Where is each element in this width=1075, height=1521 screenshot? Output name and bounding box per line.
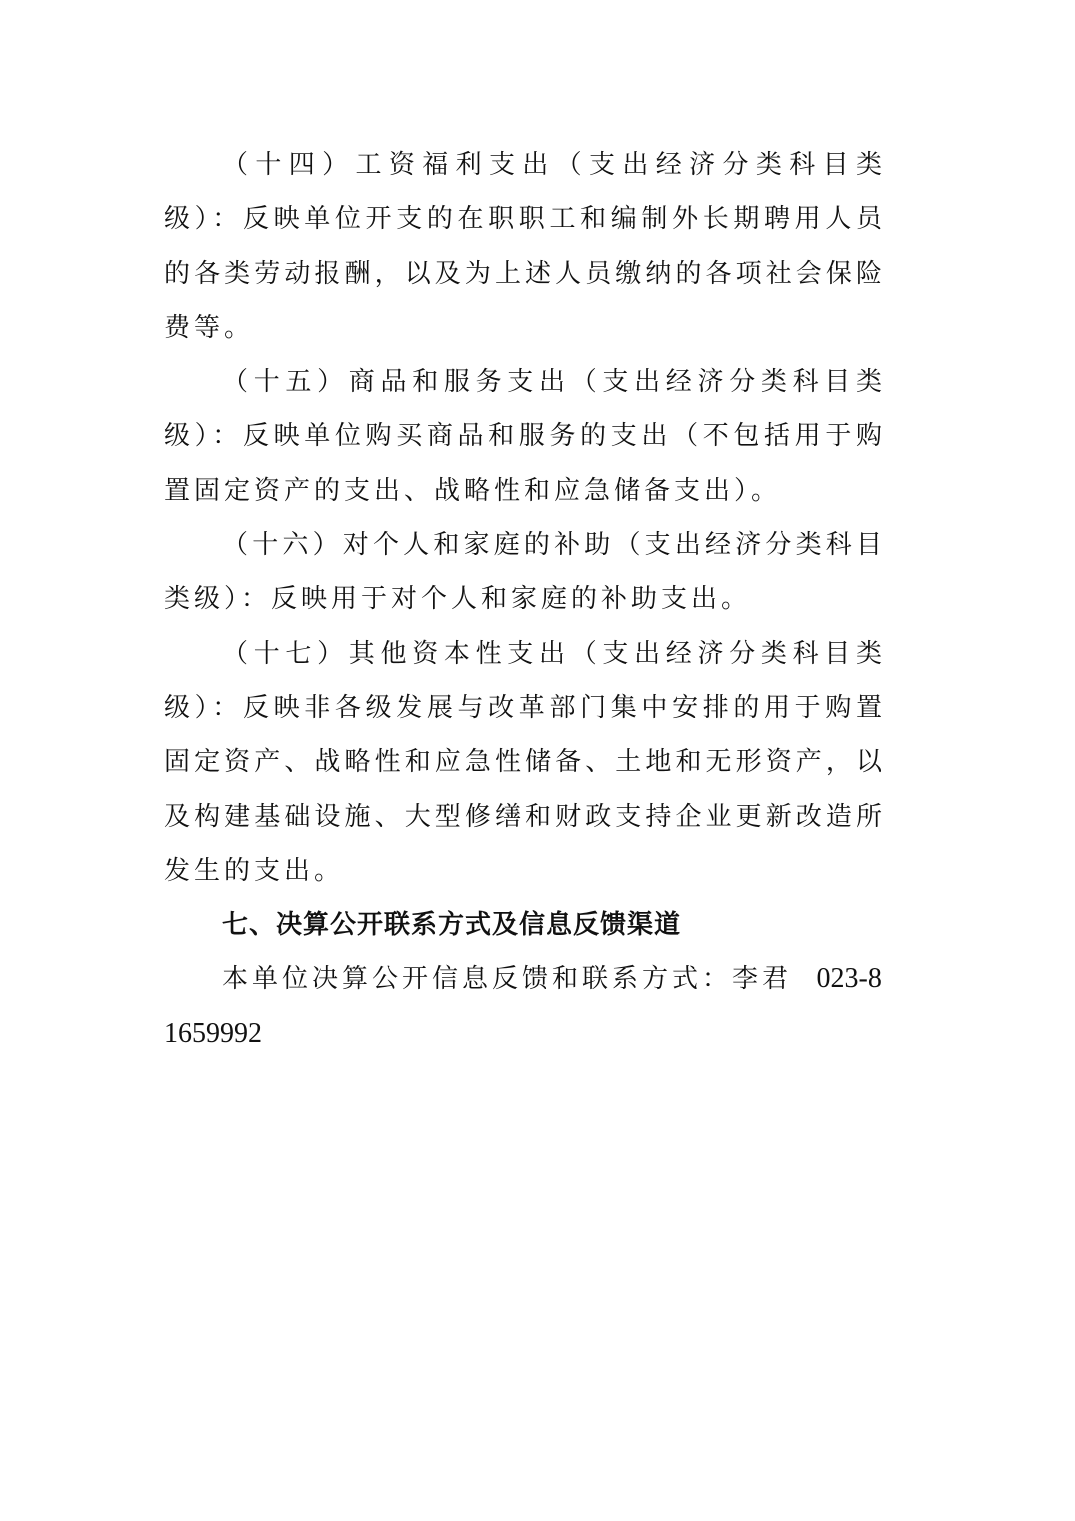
paragraph-other-capital <box>164 627 886 898</box>
paragraph-text: 反映单位开支的在职职工和编制外长期聘用人员的各类劳动报酬，以及为上述人员缴纳的各项社会保险费等。 <box>164 204 886 343</box>
contact-paragraph <box>164 952 886 1061</box>
paragraph-label: （十六）对个人和家庭的补助（支出经济分类科目类级）： <box>164 530 886 615</box>
paragraph-label: （十七）其他资本性支出（支出经济分类科目类级）： <box>164 638 886 723</box>
contact-label: 本单位决算公开信息反馈和联系方式：李君 <box>222 964 793 995</box>
contact-phone: 023-81659992 <box>164 963 882 1049</box>
paragraph-text: 反映用于对个人和家庭的补助支出。 <box>271 584 752 615</box>
paragraph-label: （十五）商品和服务支出（支出经济分类科目类级）： <box>164 367 886 452</box>
paragraph-text: 反映非各级发展与改革部门集中安排的用于购置固定资产、战略性和应急性储备、土地和无形资产，以及构建基础设施、大型修缮和财政支持企业更新改造所发生的支出。 <box>164 692 886 886</box>
paragraph-label: （十四）工资福利支出（支出经济分类科目类级）： <box>164 150 886 235</box>
paragraph-wage-welfare <box>164 138 886 355</box>
document-body <box>164 138 886 1061</box>
section-heading: 七、决算公开联系方式及信息反馈渠道 <box>222 910 682 941</box>
paragraph-household-subsidy <box>164 518 886 627</box>
paragraph-text: 反映单位购买商品和服务的支出（不包括用于购置固定资产的支出、战略性和应急储备支出）。 <box>164 421 886 506</box>
paragraph-goods-services <box>164 355 886 518</box>
